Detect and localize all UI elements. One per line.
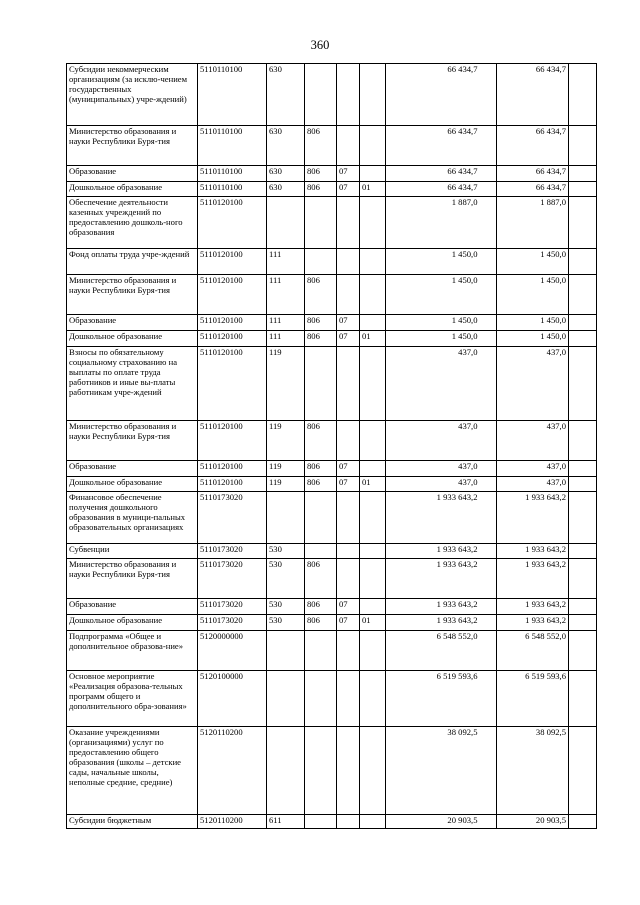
table-row xyxy=(67,166,597,182)
cell-amount-1: 1 450,0 xyxy=(386,275,480,315)
cell-section xyxy=(337,671,360,727)
cell-section: 07 xyxy=(337,461,360,477)
cell-ministry-code xyxy=(305,64,337,126)
cell-name: Министерство образования и науки Республики Буря-тия xyxy=(67,421,198,461)
cell-expense-type: 611 xyxy=(267,815,305,829)
cell-section xyxy=(337,631,360,671)
cell-section: 07 xyxy=(337,615,360,631)
cell-ministry-code: 806 xyxy=(305,615,337,631)
cell-target-article: 5110120100 xyxy=(198,347,267,421)
cell-amount-1: 1 450,0 xyxy=(386,249,480,275)
cell-spacer xyxy=(480,275,497,315)
cell-name: Дошкольное образование xyxy=(67,477,198,492)
cell-amount-1: 38 092,5 xyxy=(386,727,480,815)
cell-section xyxy=(337,544,360,559)
cell-section xyxy=(337,64,360,126)
cell-empty xyxy=(569,166,597,182)
cell-empty xyxy=(569,492,597,544)
cell-expense-type xyxy=(267,197,305,249)
cell-expense-type: 111 xyxy=(267,331,305,347)
cell-expense-type: 530 xyxy=(267,599,305,615)
cell-expense-type xyxy=(267,727,305,815)
cell-amount-1: 1 450,0 xyxy=(386,315,480,331)
cell-amount-2: 66 434,7 xyxy=(497,64,569,126)
cell-spacer xyxy=(480,249,497,275)
cell-ministry-code: 806 xyxy=(305,182,337,197)
cell-amount-1: 66 434,7 xyxy=(386,64,480,126)
cell-subsection xyxy=(360,544,386,559)
cell-spacer xyxy=(480,421,497,461)
cell-spacer xyxy=(480,182,497,197)
cell-section: 07 xyxy=(337,599,360,615)
cell-expense-type: 630 xyxy=(267,64,305,126)
cell-ministry-code xyxy=(305,544,337,559)
cell-section: 07 xyxy=(337,166,360,182)
cell-amount-1: 6 519 593,6 xyxy=(386,671,480,727)
cell-expense-type: 630 xyxy=(267,166,305,182)
cell-target-article: 5120100000 xyxy=(198,671,267,727)
table-row xyxy=(67,544,597,559)
cell-amount-1: 437,0 xyxy=(386,421,480,461)
cell-amount-2: 1 450,0 xyxy=(497,275,569,315)
cell-section xyxy=(337,249,360,275)
cell-name: Подпрограмма «Общее и дополнительное образова-ние» xyxy=(67,631,198,671)
cell-section xyxy=(337,559,360,599)
table-row xyxy=(67,671,597,727)
cell-ministry-code: 806 xyxy=(305,166,337,182)
cell-amount-1: 1 933 643,2 xyxy=(386,599,480,615)
cell-subsection xyxy=(360,599,386,615)
cell-empty xyxy=(569,182,597,197)
cell-ministry-code: 806 xyxy=(305,275,337,315)
cell-amount-2: 66 434,7 xyxy=(497,182,569,197)
cell-amount-1: 66 434,7 xyxy=(386,166,480,182)
cell-target-article: 5110173020 xyxy=(198,492,267,544)
cell-ministry-code xyxy=(305,249,337,275)
cell-subsection xyxy=(360,421,386,461)
cell-target-article: 5110173020 xyxy=(198,544,267,559)
cell-expense-type: 119 xyxy=(267,421,305,461)
cell-amount-2: 20 903,5 xyxy=(497,815,569,829)
cell-amount-1: 66 434,7 xyxy=(386,182,480,197)
cell-spacer xyxy=(480,559,497,599)
cell-ministry-code xyxy=(305,492,337,544)
cell-ministry-code xyxy=(305,197,337,249)
cell-ministry-code xyxy=(305,347,337,421)
cell-name: Основное мероприятие «Реализация образова-тельных программ общего и дополнительного обра-зования» xyxy=(67,671,198,727)
cell-empty xyxy=(569,421,597,461)
cell-amount-2: 1 933 643,2 xyxy=(497,615,569,631)
cell-empty xyxy=(569,249,597,275)
cell-spacer xyxy=(480,615,497,631)
cell-section xyxy=(337,492,360,544)
cell-amount-1: 1 933 643,2 xyxy=(386,492,480,544)
table-row xyxy=(67,182,597,197)
cell-section xyxy=(337,347,360,421)
cell-subsection xyxy=(360,559,386,599)
cell-empty xyxy=(569,461,597,477)
cell-spacer xyxy=(480,166,497,182)
cell-expense-type: 530 xyxy=(267,559,305,599)
cell-target-article: 5110110100 xyxy=(198,126,267,166)
cell-name: Фонд оплаты труда учре-ждений xyxy=(67,249,198,275)
cell-empty xyxy=(569,331,597,347)
table-row xyxy=(67,197,597,249)
cell-amount-1: 437,0 xyxy=(386,461,480,477)
cell-spacer xyxy=(480,671,497,727)
cell-empty xyxy=(569,559,597,599)
cell-name: Финансовое обеспечение получения дошкольного образования в муници-пальных образовательных организациях xyxy=(67,492,198,544)
cell-amount-2: 1 933 643,2 xyxy=(497,544,569,559)
cell-name: Субсидии бюджетным xyxy=(67,815,198,829)
table-row xyxy=(67,126,597,166)
table-row xyxy=(67,492,597,544)
cell-name: Министерство образования и науки Республики Буря-тия xyxy=(67,126,198,166)
cell-spacer xyxy=(480,544,497,559)
cell-target-article: 5110173020 xyxy=(198,615,267,631)
table-row xyxy=(67,347,597,421)
cell-ministry-code xyxy=(305,631,337,671)
cell-expense-type xyxy=(267,492,305,544)
table-row xyxy=(67,815,597,829)
cell-spacer xyxy=(480,64,497,126)
cell-name: Обеспечение деятельности казенных учреждений по предоставлению дошколь-ного образования xyxy=(67,197,198,249)
cell-empty xyxy=(569,275,597,315)
cell-expense-type: 630 xyxy=(267,182,305,197)
cell-spacer xyxy=(480,477,497,492)
cell-target-article: 5120110200 xyxy=(198,727,267,815)
cell-amount-2: 66 434,7 xyxy=(497,126,569,166)
cell-name: Министерство образования и науки Республики Буря-тия xyxy=(67,559,198,599)
table-row xyxy=(67,615,597,631)
cell-spacer xyxy=(480,315,497,331)
cell-expense-type: 119 xyxy=(267,461,305,477)
cell-name: Образование xyxy=(67,315,198,331)
cell-amount-1: 437,0 xyxy=(386,477,480,492)
cell-empty xyxy=(569,315,597,331)
cell-subsection: 01 xyxy=(360,331,386,347)
cell-section xyxy=(337,421,360,461)
cell-subsection xyxy=(360,492,386,544)
cell-section xyxy=(337,197,360,249)
cell-spacer xyxy=(480,631,497,671)
table-row xyxy=(67,249,597,275)
cell-target-article: 5110110100 xyxy=(198,64,267,126)
cell-target-article: 5110173020 xyxy=(198,599,267,615)
cell-amount-2: 1 887,0 xyxy=(497,197,569,249)
cell-ministry-code xyxy=(305,815,337,829)
cell-subsection xyxy=(360,347,386,421)
cell-subsection xyxy=(360,815,386,829)
cell-empty xyxy=(569,126,597,166)
cell-target-article: 5110110100 xyxy=(198,166,267,182)
cell-subsection: 01 xyxy=(360,182,386,197)
cell-target-article: 5110173020 xyxy=(198,559,267,599)
cell-empty xyxy=(569,815,597,829)
cell-section xyxy=(337,126,360,166)
cell-amount-2: 437,0 xyxy=(497,347,569,421)
cell-amount-2: 38 092,5 xyxy=(497,727,569,815)
cell-expense-type: 119 xyxy=(267,477,305,492)
cell-subsection xyxy=(360,671,386,727)
cell-amount-2: 6 519 593,6 xyxy=(497,671,569,727)
cell-ministry-code: 806 xyxy=(305,315,337,331)
cell-amount-2: 437,0 xyxy=(497,461,569,477)
cell-expense-type xyxy=(267,671,305,727)
cell-subsection xyxy=(360,315,386,331)
table-row xyxy=(67,599,597,615)
cell-ministry-code: 806 xyxy=(305,331,337,347)
cell-amount-1: 6 548 552,0 xyxy=(386,631,480,671)
cell-ministry-code xyxy=(305,671,337,727)
cell-ministry-code: 806 xyxy=(305,461,337,477)
cell-amount-2: 66 434,7 xyxy=(497,166,569,182)
table-row xyxy=(67,64,597,126)
cell-empty xyxy=(569,631,597,671)
cell-ministry-code: 806 xyxy=(305,599,337,615)
cell-subsection xyxy=(360,126,386,166)
cell-target-article: 5110120100 xyxy=(198,249,267,275)
cell-subsection xyxy=(360,631,386,671)
cell-amount-1: 66 434,7 xyxy=(386,126,480,166)
cell-name: Дошкольное образование xyxy=(67,331,198,347)
table-row xyxy=(67,477,597,492)
cell-amount-1: 1 450,0 xyxy=(386,331,480,347)
table-row xyxy=(67,275,597,315)
table-row xyxy=(67,461,597,477)
table-row xyxy=(67,559,597,599)
cell-section xyxy=(337,275,360,315)
table-row xyxy=(67,631,597,671)
cell-expense-type: 119 xyxy=(267,347,305,421)
cell-amount-1: 1 933 643,2 xyxy=(386,544,480,559)
cell-spacer xyxy=(480,197,497,249)
cell-empty xyxy=(569,599,597,615)
cell-spacer xyxy=(480,331,497,347)
cell-amount-2: 437,0 xyxy=(497,421,569,461)
cell-subsection: 01 xyxy=(360,477,386,492)
cell-expense-type: 111 xyxy=(267,249,305,275)
cell-spacer xyxy=(480,461,497,477)
cell-subsection xyxy=(360,275,386,315)
table-body xyxy=(67,64,597,829)
cell-section: 07 xyxy=(337,331,360,347)
cell-target-article: 5110120100 xyxy=(198,331,267,347)
cell-name: Образование xyxy=(67,599,198,615)
cell-empty xyxy=(569,64,597,126)
cell-target-article: 5120110200 xyxy=(198,815,267,829)
cell-subsection xyxy=(360,249,386,275)
budget-table xyxy=(66,63,597,829)
table-row xyxy=(67,727,597,815)
cell-empty xyxy=(569,477,597,492)
cell-amount-1: 1 933 643,2 xyxy=(386,559,480,599)
cell-spacer xyxy=(480,347,497,421)
cell-amount-1: 1 887,0 xyxy=(386,197,480,249)
cell-empty xyxy=(569,544,597,559)
cell-target-article: 5110120100 xyxy=(198,461,267,477)
cell-amount-2: 1 450,0 xyxy=(497,315,569,331)
cell-target-article: 5110120100 xyxy=(198,477,267,492)
cell-expense-type: 530 xyxy=(267,615,305,631)
cell-ministry-code: 806 xyxy=(305,421,337,461)
cell-ministry-code: 806 xyxy=(305,477,337,492)
table-row xyxy=(67,331,597,347)
cell-amount-2: 1 933 643,2 xyxy=(497,492,569,544)
cell-name: Образование xyxy=(67,166,198,182)
cell-subsection xyxy=(360,461,386,477)
cell-empty xyxy=(569,197,597,249)
cell-empty xyxy=(569,347,597,421)
page-number: 360 xyxy=(310,38,330,52)
cell-amount-1: 20 903,5 xyxy=(386,815,480,829)
cell-subsection xyxy=(360,64,386,126)
cell-empty xyxy=(569,727,597,815)
cell-subsection xyxy=(360,197,386,249)
cell-amount-2: 437,0 xyxy=(497,477,569,492)
cell-name: Взносы по обязательному социальному страхованию на выплаты по оплате труда работников и иные вы-платы работникам учре-ждений xyxy=(67,347,198,421)
cell-spacer xyxy=(480,815,497,829)
cell-expense-type: 630 xyxy=(267,126,305,166)
cell-amount-1: 437,0 xyxy=(386,347,480,421)
table-row xyxy=(67,421,597,461)
cell-spacer xyxy=(480,492,497,544)
cell-name: Дошкольное образование xyxy=(67,182,198,197)
cell-spacer xyxy=(480,727,497,815)
cell-name: Министерство образования и науки Республики Буря-тия xyxy=(67,275,198,315)
cell-section: 07 xyxy=(337,182,360,197)
cell-subsection xyxy=(360,727,386,815)
table-row xyxy=(67,315,597,331)
cell-amount-2: 1 450,0 xyxy=(497,331,569,347)
cell-target-article: 5110120100 xyxy=(198,275,267,315)
cell-empty xyxy=(569,615,597,631)
cell-subsection xyxy=(360,166,386,182)
cell-amount-2: 1 450,0 xyxy=(497,249,569,275)
cell-section xyxy=(337,727,360,815)
cell-name: Субвенции xyxy=(67,544,198,559)
cell-target-article: 5120000000 xyxy=(198,631,267,671)
cell-amount-1: 1 933 643,2 xyxy=(386,615,480,631)
cell-target-article: 5110120100 xyxy=(198,315,267,331)
cell-empty xyxy=(569,671,597,727)
cell-section xyxy=(337,815,360,829)
cell-name: Оказание учреждениями (организациями) услуг по предоставлению общего образования (школы – детские сады, начальные школы, неполные средние, средние) xyxy=(67,727,198,815)
cell-subsection: 01 xyxy=(360,615,386,631)
cell-expense-type: 111 xyxy=(267,315,305,331)
cell-amount-2: 6 548 552,0 xyxy=(497,631,569,671)
cell-spacer xyxy=(480,599,497,615)
cell-section: 07 xyxy=(337,315,360,331)
cell-target-article: 5110120100 xyxy=(198,197,267,249)
cell-ministry-code: 806 xyxy=(305,559,337,599)
cell-target-article: 5110120100 xyxy=(198,421,267,461)
cell-ministry-code xyxy=(305,727,337,815)
cell-expense-type: 530 xyxy=(267,544,305,559)
cell-name: Дошкольное образование xyxy=(67,615,198,631)
cell-ministry-code: 806 xyxy=(305,126,337,166)
cell-target-article: 5110110100 xyxy=(198,182,267,197)
cell-expense-type xyxy=(267,631,305,671)
cell-expense-type: 111 xyxy=(267,275,305,315)
cell-name: Образование xyxy=(67,461,198,477)
cell-section: 07 xyxy=(337,477,360,492)
cell-spacer xyxy=(480,126,497,166)
cell-amount-2: 1 933 643,2 xyxy=(497,559,569,599)
cell-amount-2: 1 933 643,2 xyxy=(497,599,569,615)
cell-name: Субсидии некоммерческим организациям (за исклю-чением государственных (муниципальных) учре-ждений) xyxy=(67,64,198,126)
